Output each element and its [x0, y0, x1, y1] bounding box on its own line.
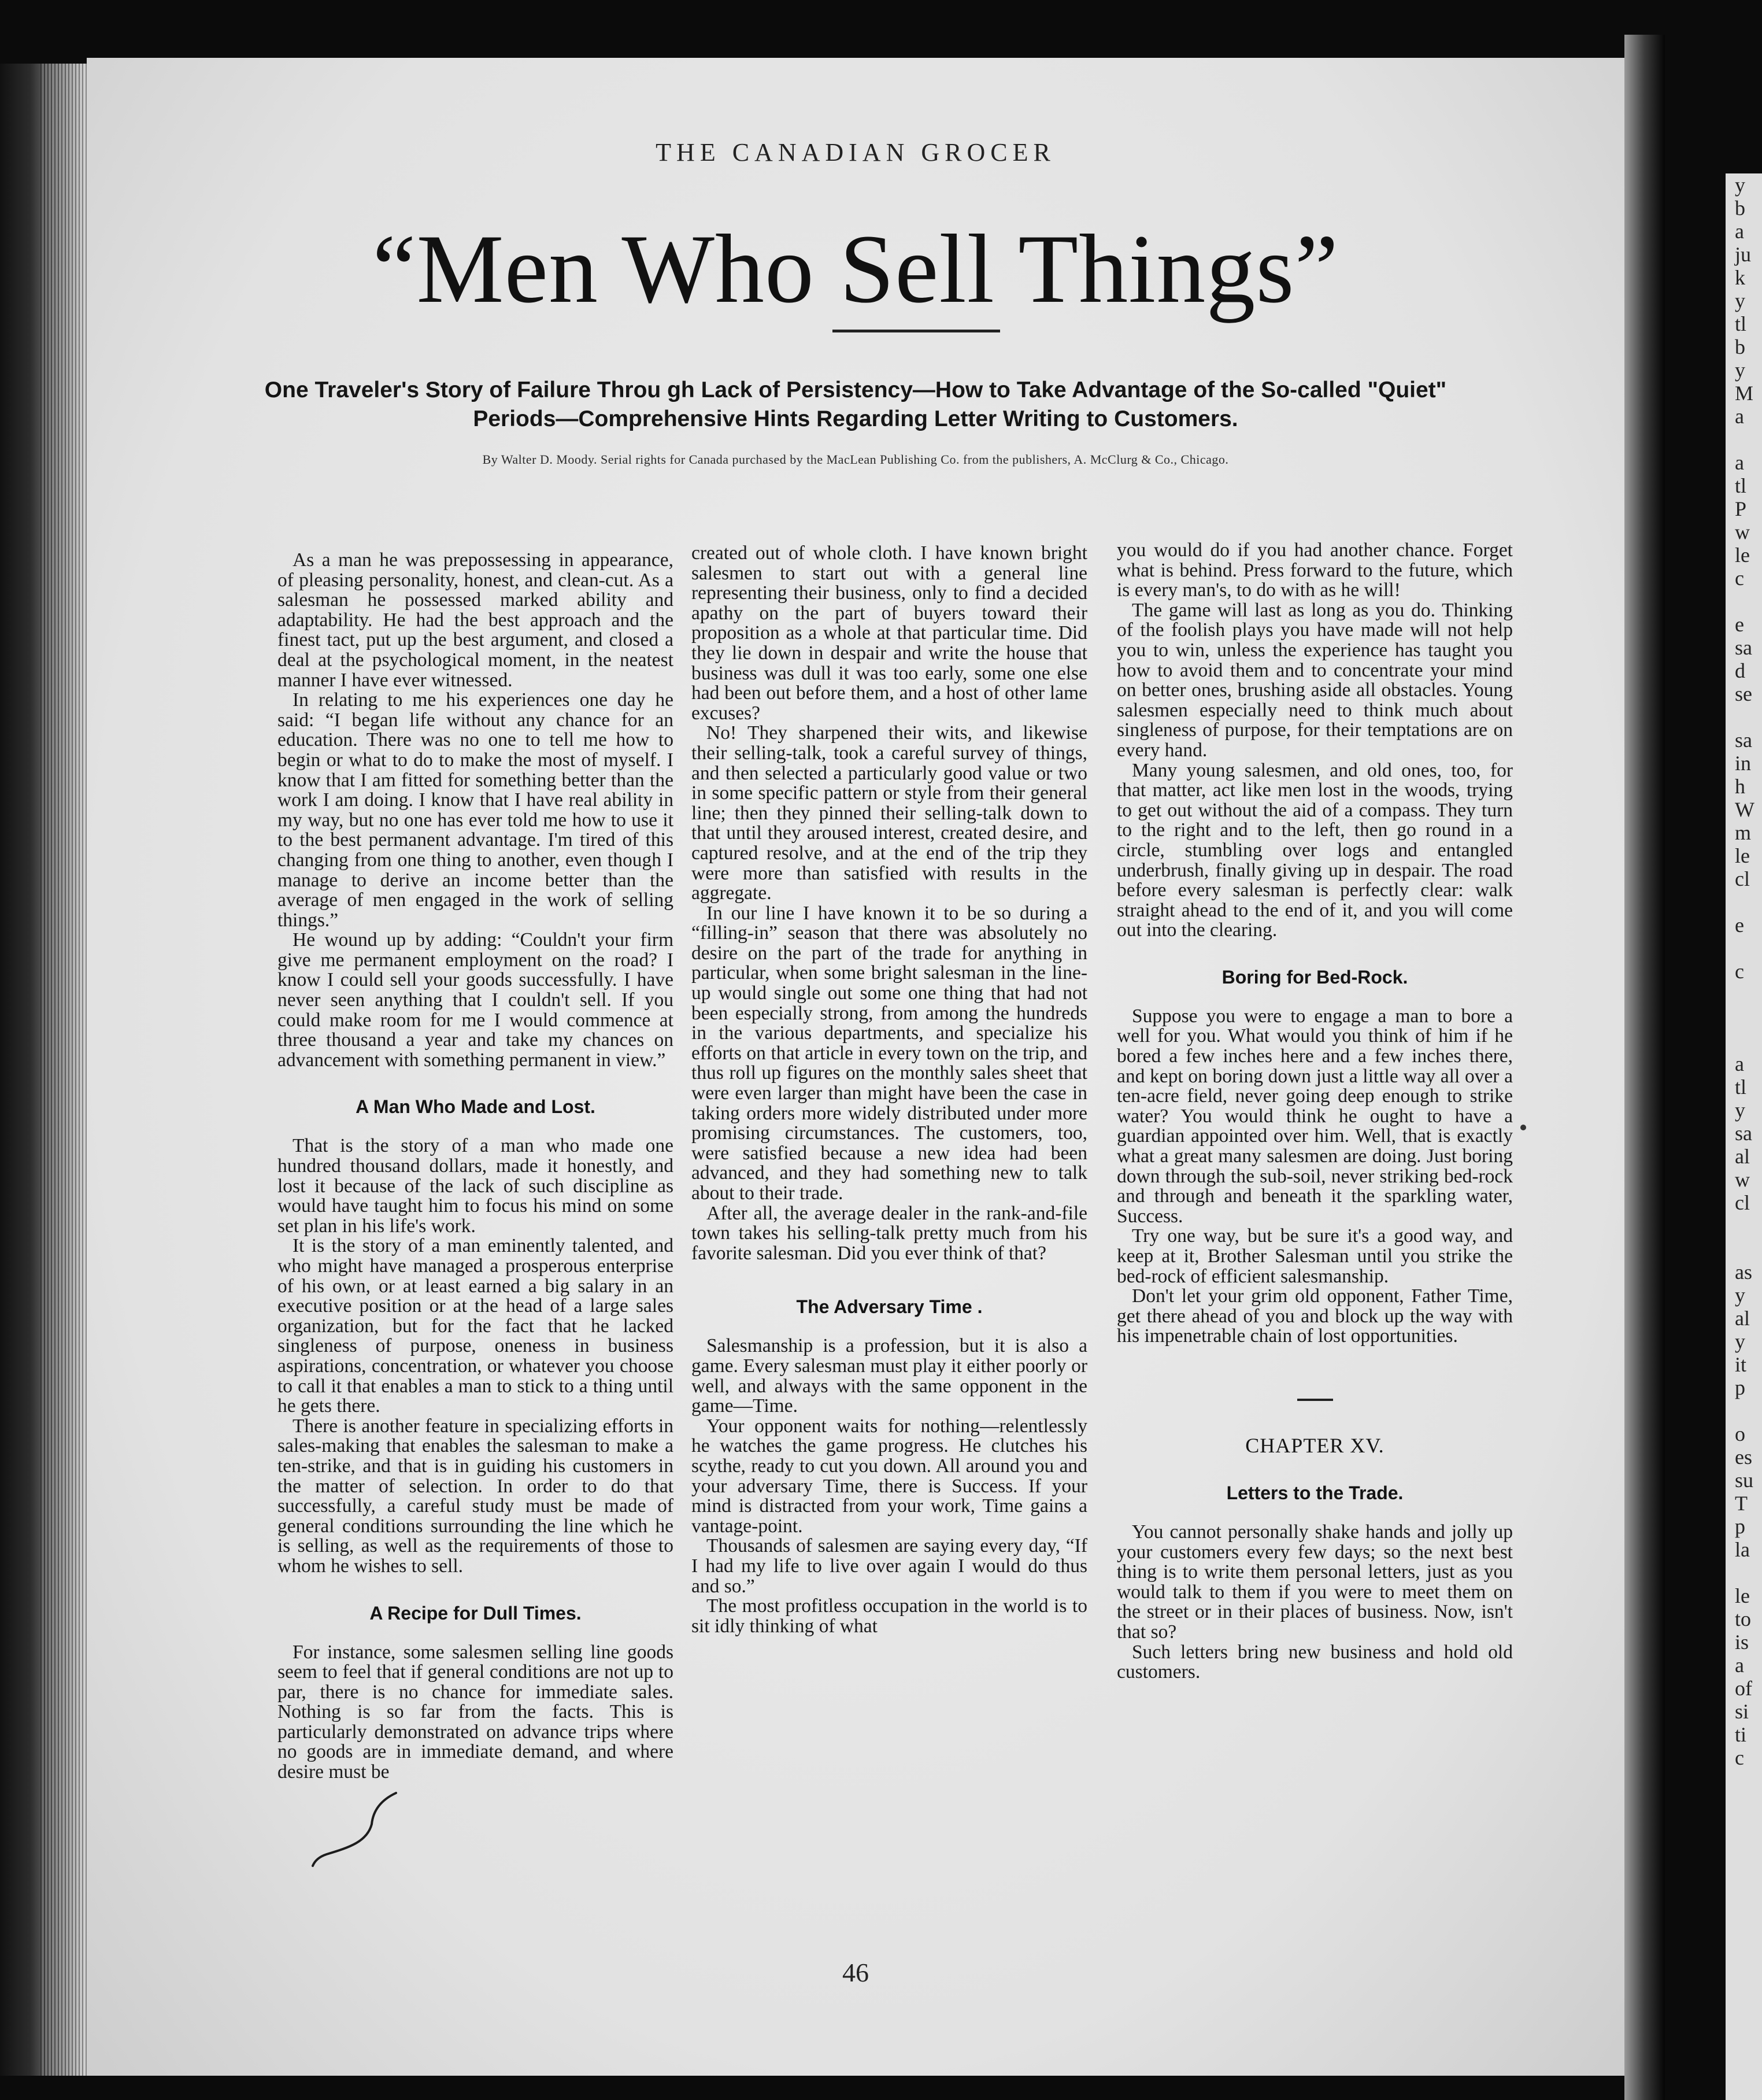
paragraph: The most profitless occupation in the world is to sit idly thinking of what [691, 1595, 1087, 1637]
section-heading: A Man Who Made and Lost. [356, 1096, 595, 1118]
paragraph: Salesmanship is a profession, but it is also a game. Every salesman must play it either poorly or well, and always with the same opponent in the game—Time. [691, 1335, 1087, 1417]
paragraph: Many young salesmen, and old ones, too, for that matter, act like men lost in the woods, trying to get out without the aid of a compass. They turn to the right and to the left, then go round in a circle, stumbling over logs and entangled underbrush, finally giving up in despair. The road before every salesman is perfectly clear: walk straight ahead to the end of it, and you will come out into the clearing. [1117, 759, 1513, 941]
paragraph: Don't let your grim old opponent, Father Time, get there ahead of you and block up the way with his impenetrable chain of lost opportunities. [1117, 1285, 1513, 1347]
paragraph: It is the story of a man eminently talented, and who might have managed a prosperous enterprise of his own, or at least earned a big salary in an executive position or at the head of a large sales organization, but for the fact that he lacked singleness of purpose, oneness in business aspirations, concentration, or whatever you choose to call it that enables a man to stick to a thing until he gets there. [277, 1235, 673, 1417]
ink-spot [1520, 1125, 1526, 1130]
page-number: 46 [842, 1958, 869, 1987]
title-rule [832, 330, 1000, 332]
paragraph: you would do if you had another chance. Forget what is behind. Press forward to the future, which is every man's, to do with as he will! [1117, 539, 1513, 601]
paragraph: created out of whole cloth. I have known bright salesmen to start out with a general line representing their business, only to find a decided apathy on the part of buyers toward their proposition as a whole at that particular time. Did they lie down in despair and write the house that business was dull it was too early, some one else had been out before them, and a host of other lame excuses? [691, 542, 1087, 724]
paragraph: You cannot personally shake hands and jolly up your customers every few days; so the next best thing is to write them personal letters, just as you would talk to them if you were to meet them on the street or in their places of business. Now, isn't that so? [1117, 1521, 1513, 1643]
paragraph: There is another feature in specializing efforts in sales-making that enables the salesman to make a ten-strike, and that is in guiding his customers in the matter of selection. In order to do that successfully, a careful study must be made of general conditions surrounding the line which he is selling, as well as the requirements of those to whom he wishes to sell. [277, 1415, 673, 1577]
facing-page-text: y b a ju k y tl b y M a a tl P w le c e sa d se sa in h W m le cl e c a tl y sa al w cl as y al y it p o es su T p la le to is a of si ti c [1735, 173, 1754, 1769]
paragraph: In our line I have known it to be so during a “filling-in” season that there was absolutely no desire on the part of the trade for anything in particular, when some bright salesman in the line-up would single out some one thing that had not been especially strong, from among the hundreds in the various departments, and specialize his efforts on that article in every town on the trip, and thus roll up figures on the monthly sales sheet that were even larger than might have been the case in taking orders more widely distributed under more promising circumstances. The customers, too, were satisfied because a new idea had been advanced, and they had something new to talk about to their trade. [691, 902, 1087, 1204]
section-heading: Letters to the Trade. [1226, 1482, 1404, 1503]
section-heading: The Adversary Time . [796, 1296, 983, 1318]
section-rule [1297, 1399, 1333, 1401]
subtitle-line-2: Periods—Comprehensive Hints Regarding Letter Writing to Customers. [473, 406, 1238, 431]
column-1 [277, 550, 673, 1783]
section-heading: A Recipe for Dull Times. [369, 1602, 582, 1624]
chapter-heading: CHAPTER XV. [1245, 1433, 1385, 1457]
article-subtitle [179, 376, 1532, 434]
paragraph: After all, the average dealer in the rank-and-file town takes his selling-talk pretty much from his favorite salesman. Did you ever think of that? [691, 1202, 1087, 1264]
facing-page-fragment [1726, 173, 1762, 2100]
pencil-mark-icon [309, 1790, 402, 1870]
book-edge-left [0, 64, 87, 2076]
paragraph: No! They sharpened their wits, and likewise their selling-talk, took a careful survey of things, and then selected a particularly good value or two in some specific pattern or style from their general line; then they pinned their selling-talk down to that until they aroused interest, created desire, and captured resolve, and at the end of the trip they were more than satisfied with results in the aggregate. [691, 722, 1087, 904]
paragraph: Try one way, but be sure it's a good way, and keep at it, Brother Salesman until you strike the bed-rock of efficient salesmanship. [1117, 1225, 1513, 1287]
section-heading: Boring for Bed-Rock. [1221, 966, 1408, 988]
paragraph: Your opponent waits for nothing—relentlessly he watches the game progress. He clutches his scythe, ready to cut you down. All around you and your adversary Time, there is Success. If your mind is distracted from your work, Time gains a vantage-point. [691, 1415, 1087, 1537]
paragraph: In relating to me his experiences one day he said: “I began life without any chance for an education. There was no one to tell me how to begin or what to do to make the most of myself. I know that I am fitted for something better than the work I am doing. I know that I have real ability in my way, but no one has ever told me how to use it to the best permanent advantage. I'm tired of this changing from one thing to another, even though I manage to derive an income better than the average of men engaged in the work of selling things.” [277, 689, 673, 931]
column-2 [691, 544, 1087, 1636]
column-3 [1117, 541, 1513, 1683]
subtitle-line-1: One Traveler's Story of Failure Throu gh Lack of Persistency—How to Take Advantage of the So-called "Quiet" [264, 378, 1447, 402]
paragraph: That is the story of a man who made one hundred thousand dollars, made it honestly, and lost it because of the lack of such discipline as would have taught him to focus his mind on some set plan in his life's work. [277, 1135, 673, 1237]
paragraph: Such letters bring new business and hold old customers. [1117, 1641, 1513, 1683]
paragraph: The game will last as long as you do. Thinking of the foolish plays you have made will not help you to win, unless the experience has taught you how to avoid them and to concentrate your mind on better ones, brushing aside all obstacles. Young salesmen especially need to think much about singleness of purpose, for their temptations are on every hand. [1117, 599, 1513, 761]
page-edge-lines [40, 64, 87, 2076]
magazine-page [87, 58, 1624, 2076]
running-head: THE CANADIAN GROCER [656, 138, 1056, 167]
paragraph: Suppose you were to engage a man to bore a well for you. What would you think of him if he bored a few inches here and a few inches there, and kept on boring down just a little way all over a ten-acre field, never going deep enough to strike water? You would think he ought to have a guardian appointed over him. Well, that is exactly what a great many salesmen are doing. Just boring down through the sub-soil, never striking bed-rock and through and beneath it the sparkling water, Success. [1117, 1005, 1513, 1227]
article-title: “Men Who Sell Things” [372, 215, 1339, 323]
byline: By Walter D. Moody. Serial rights for Canada purchased by the MacLean Publishing Co. from the publishers, A. McClurg & Co., Chicago. [482, 452, 1229, 467]
paragraph: As a man he was prepossessing in appearance, of pleasing personality, honest, and clean-cut. As a salesman he possessed marked ability and adaptability. He had the best approach and the finest tact, put up the best argument, and closed a deal at the psychological moment, in the neatest manner I have ever witnessed. [277, 549, 673, 691]
paragraph: He wound up by adding: “Couldn't your firm give me permanent employment on the road? I know I could sell your goods successfully. I have never seen anything that I couldn't sell. If you could make room for me I would commence at three thousand a year and take my chances on advancement with something permanent in view.” [277, 929, 673, 1071]
book-gutter [1624, 35, 1665, 2100]
paragraph: For instance, some salesmen selling line goods seem to feel that if general conditions are not up to par, there is no chance for immediate sales. Nothing is so far from the facts. This is particularly demonstrated on advance trips where no goods are in immediate demand, and where desire must be [277, 1641, 673, 1783]
paragraph: Thousands of salesmen are saying every day, “If I had my life to live over again I would do thus and so.” [691, 1535, 1087, 1597]
